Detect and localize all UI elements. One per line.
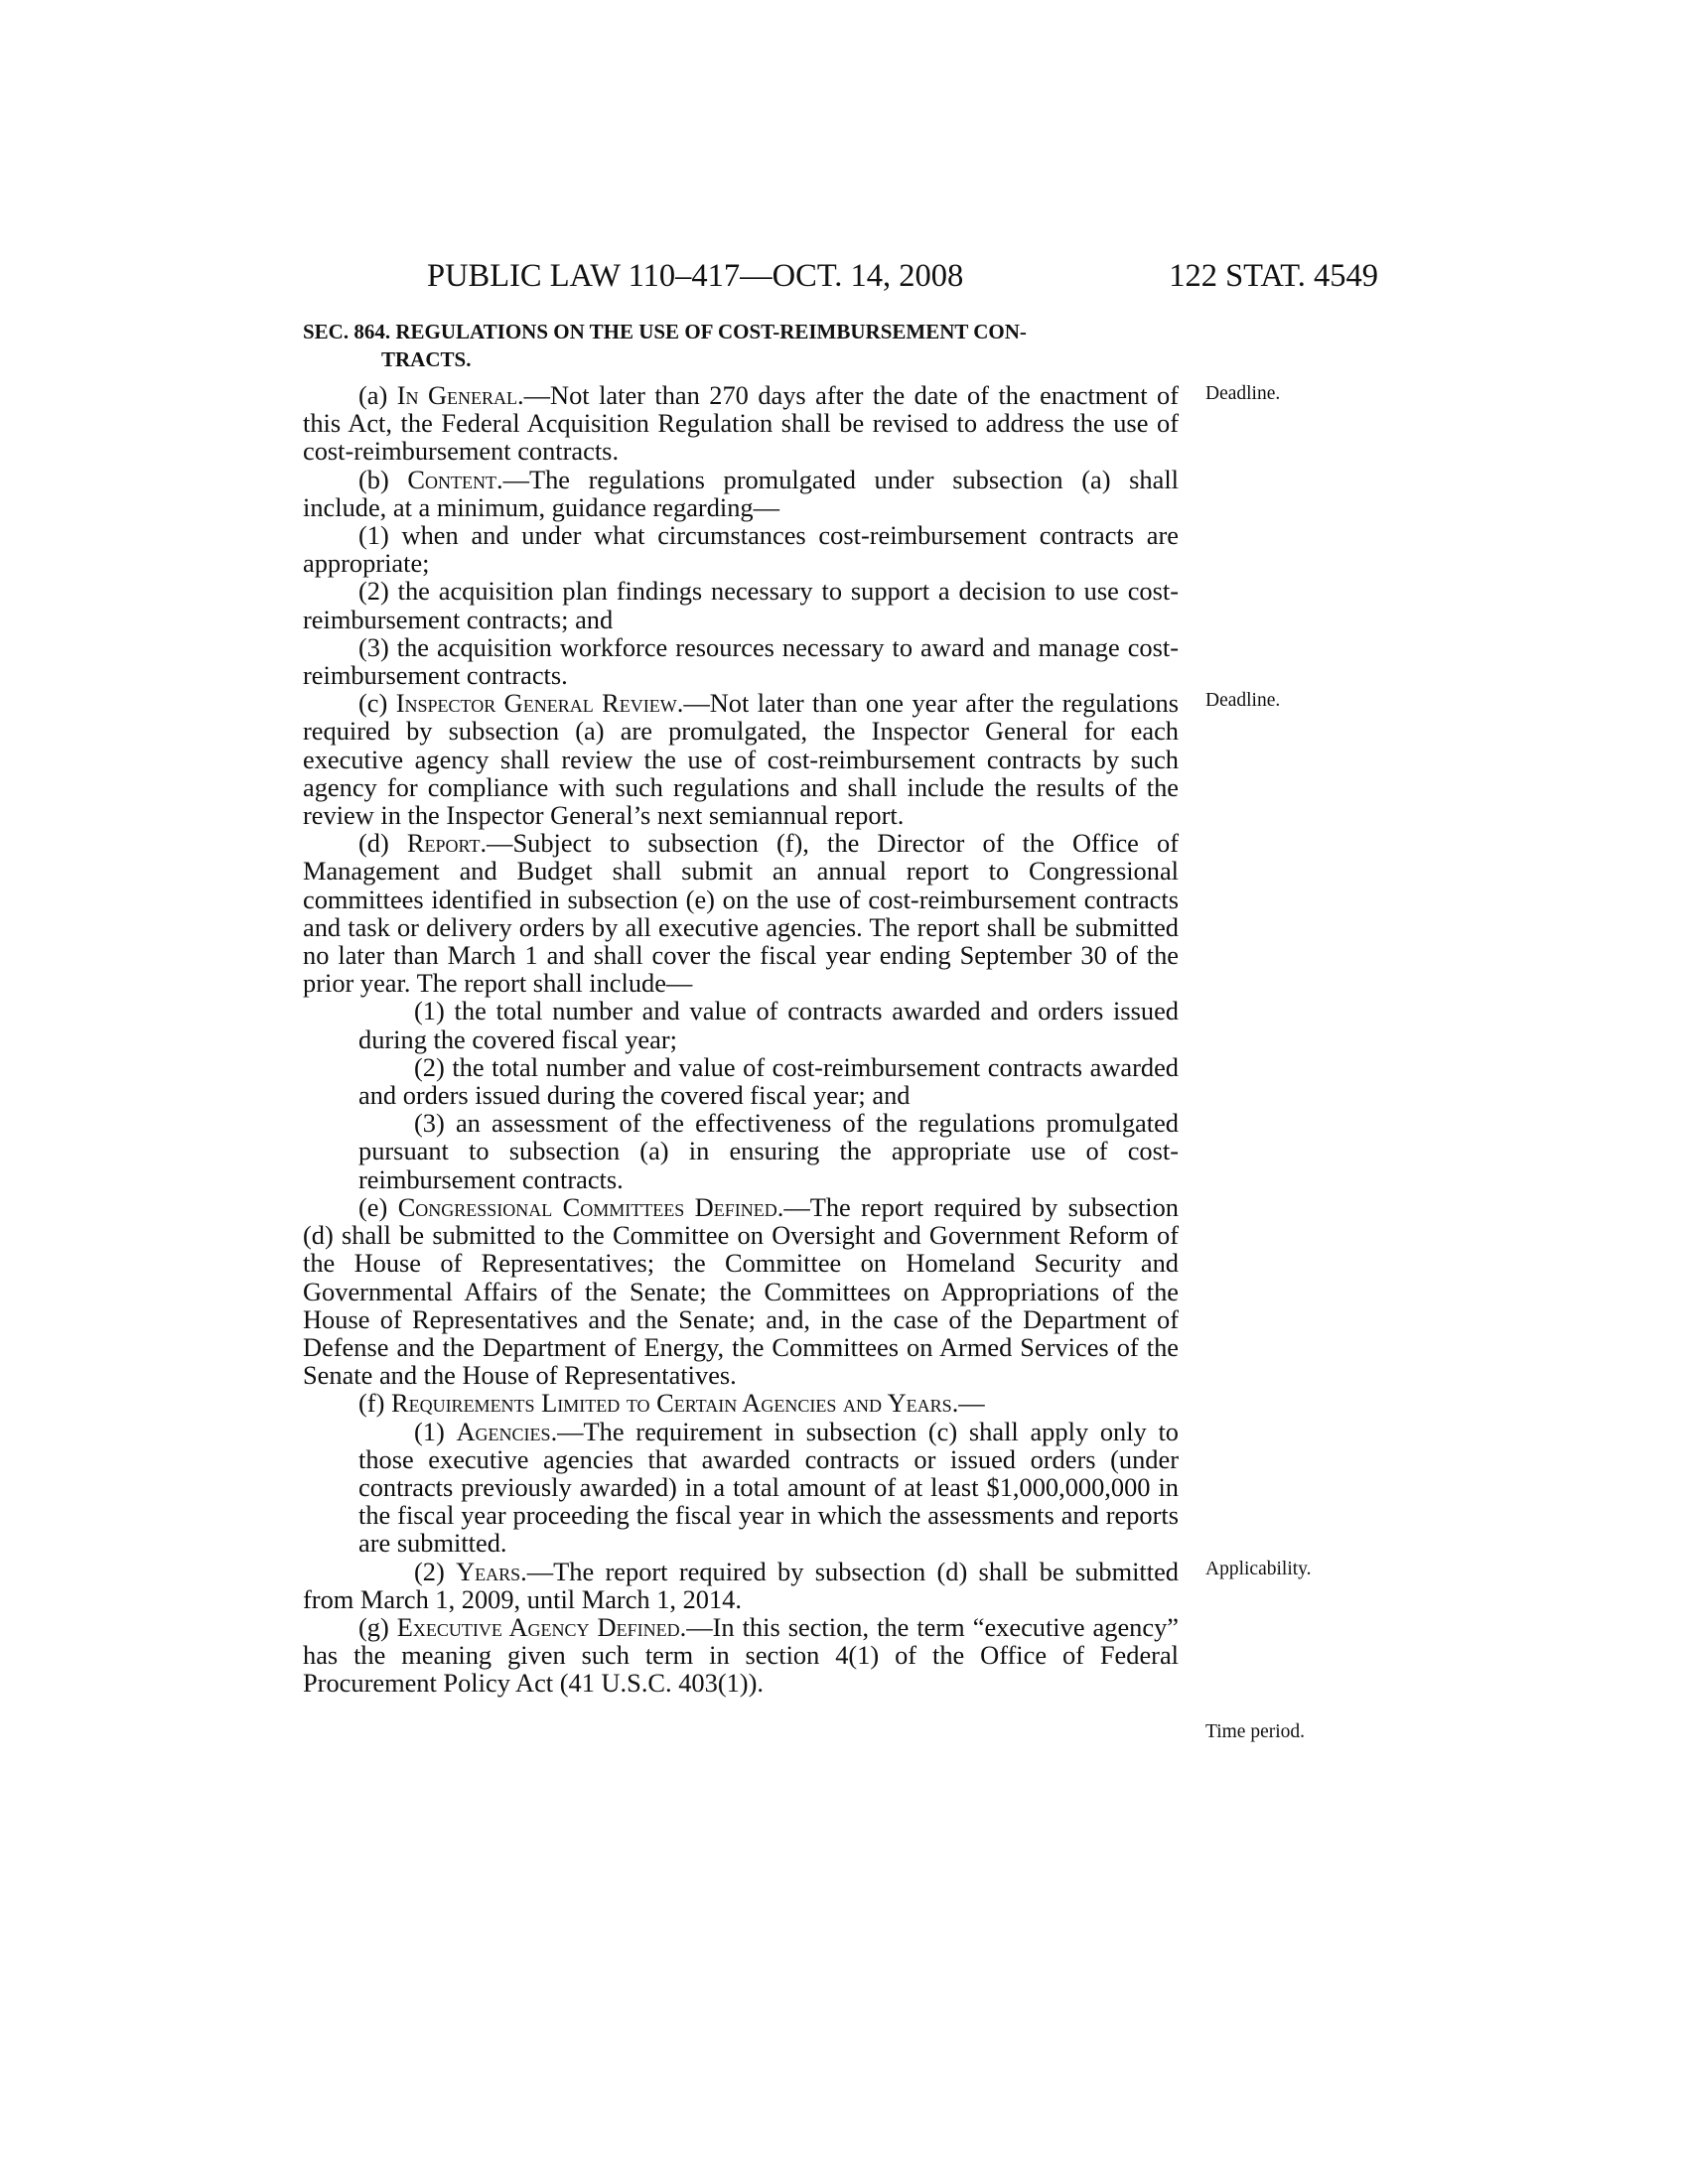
paragraph-d-3 xyxy=(303,1109,1179,1193)
paragraph-f xyxy=(303,1389,1179,1417)
paragraph-d-heading: Report xyxy=(406,828,481,859)
paragraph-a-heading: In General xyxy=(396,380,518,410)
paragraph-f-2-label: (2) xyxy=(414,1556,457,1586)
margin-note-deadline-a: Deadline. xyxy=(1205,383,1281,404)
paragraph-b-1-text: (1) when and under what circumstances cost-reimbursement contracts are appropriate; xyxy=(303,520,1179,579)
paragraph-c xyxy=(303,689,1179,829)
paragraph-b-2-text: (2) the acquisition plan findings necessary to support a decision to use cost-reimbursement contracts; and xyxy=(303,576,1179,634)
paragraph-f-2-heading: Years xyxy=(456,1556,521,1586)
paragraph-f-heading: Requirements Limited to Certain Agencies and Years xyxy=(390,1388,952,1419)
public-law-title: PUBLIC LAW 110–417—OCT. 14, 2008 xyxy=(427,258,964,294)
paragraph-e-text: .—The report required by subsection (d) shall be submitted to the Committee on Oversight and Government Reform of the House of Representatives; the Committee on Homeland Security and Governmental Affairs of the Senate; the Committees on Appropriations of the House of Representatives and the Senate; and, in the case of the Department of Defense and the Department of Energy, the Committees on Armed Services of the Senate and the House of Representatives. xyxy=(303,1191,1180,1391)
paragraph-f-1-label: (1) xyxy=(414,1416,457,1446)
paragraph-b xyxy=(303,466,1179,521)
section-heading-line-1: SEC. 864. REGULATIONS ON THE USE OF COST-REIMBURSEMENT CON- xyxy=(303,320,1027,343)
paragraph-b-3-text: (3) the acquisition workforce resources necessary to award and manage cost-reimbursement contracts. xyxy=(303,631,1179,691)
paragraph-g xyxy=(303,1613,1179,1698)
paragraph-f-label: (f) xyxy=(358,1388,391,1419)
paragraph-g-heading: Executive Agency Defined xyxy=(396,1611,680,1642)
paragraph-d xyxy=(303,829,1179,997)
margin-note-time-period: Time period. xyxy=(1205,1721,1306,1742)
paragraph-a-label: (a) xyxy=(358,380,397,410)
paragraph-d-1-text: (1) the total number and value of contracts awarded and orders issued during the covered fiscal year; xyxy=(358,996,1179,1054)
paragraph-c-text: .—Not later than one year after the regulations required by subsection (a) are promulgated, the Inspector General for each executive agency shall review the use of cost-reimbursement contracts by such agency for compliance with such regulations and shall include the results of the review in the Inspector General’s next semiannual report. xyxy=(303,688,1179,831)
paragraph-b-label: (b) xyxy=(358,464,408,494)
section-heading xyxy=(303,318,1187,373)
paragraph-f-2 xyxy=(303,1558,1179,1613)
paragraph-d-label: (d) xyxy=(358,828,407,859)
paragraph-f-2-text: .—The report required by subsection (d) shall be submitted from March 1, 2009, until March 1, 2014. xyxy=(303,1556,1180,1614)
paragraph-d-text: .—Subject to subsection (f), the Director of the Office of Management and Budget shall submit an annual report to Congressional committees identified in subsection (e) on the use of cost-reimbursement contracts and task or delivery orders by all executive agencies. The report shall be submitted no later than March 1 and shall cover the fiscal year ending September 30 of the prior year. The report shall include— xyxy=(303,828,1180,999)
paragraph-b-1 xyxy=(303,521,1179,577)
paragraph-a-text: .—Not later than 270 days after the date of the enactment of this Act, the Federal Acquisition Regulation shall be revised to address the use of cost-reimbursement contracts. xyxy=(303,380,1180,467)
paragraph-b-heading: Content xyxy=(407,464,496,494)
paragraph-f-1-heading: Agencies xyxy=(456,1416,551,1446)
paragraph-b-text: .—The regulations promulgated under subsection (a) shall include, at a minimum, guidance regarding— xyxy=(303,464,1179,522)
paragraph-b-2 xyxy=(303,577,1179,632)
paragraph-b-3 xyxy=(303,633,1179,689)
paragraph-e-heading: Congressional Committees Defined xyxy=(397,1191,777,1222)
section-heading-line-2: TRACTS. xyxy=(381,347,472,371)
paragraph-f-1 xyxy=(303,1418,1179,1558)
paragraph-e-label: (e) xyxy=(358,1191,398,1222)
paragraph-d-1 xyxy=(303,997,1179,1052)
margin-note-applicability: Applicability. xyxy=(1205,1559,1312,1579)
paragraph-g-text: .—In this section, the term “executive agency” has the meaning given such term in section 4(1) of the Office of Federal Procurement Policy Act (41 U.S.C. 403(1)). xyxy=(303,1611,1180,1699)
paragraph-c-label: (c) xyxy=(358,688,396,719)
paragraph-d-2-text: (2) the total number and value of cost-reimbursement contracts awarded and orders issued during the covered fiscal year; and xyxy=(358,1051,1179,1111)
paragraph-d-3-text: (3) an assessment of the effectiveness of the regulations promulgated pursuant to subsection (a) in ensuring the appropriate use of cost-reimbursement contracts. xyxy=(358,1108,1179,1194)
paragraph-a xyxy=(303,381,1179,466)
running-header xyxy=(427,251,1378,301)
paragraph-c-heading: Inspector General Review xyxy=(395,688,677,719)
paragraph-f-text: .— xyxy=(951,1388,985,1419)
paragraph-e xyxy=(303,1193,1179,1389)
paragraph-f-1-text: .—The requirement in subsection (c) shall apply only to those executive agencies that awarded contracts or issued orders (under contracts previously awarded) in a total amount of at least $1,000,000,000 in the fiscal year proceeding the fiscal year in which the assessments and reports are submitted. xyxy=(358,1416,1179,1559)
margin-note-deadline-c: Deadline. xyxy=(1205,690,1281,711)
section-body xyxy=(303,381,1179,1698)
statute-page-number: 122 STAT. 4549 xyxy=(1169,258,1378,294)
paragraph-g-label: (g) xyxy=(358,1611,397,1642)
paragraph-d-2 xyxy=(303,1053,1179,1109)
